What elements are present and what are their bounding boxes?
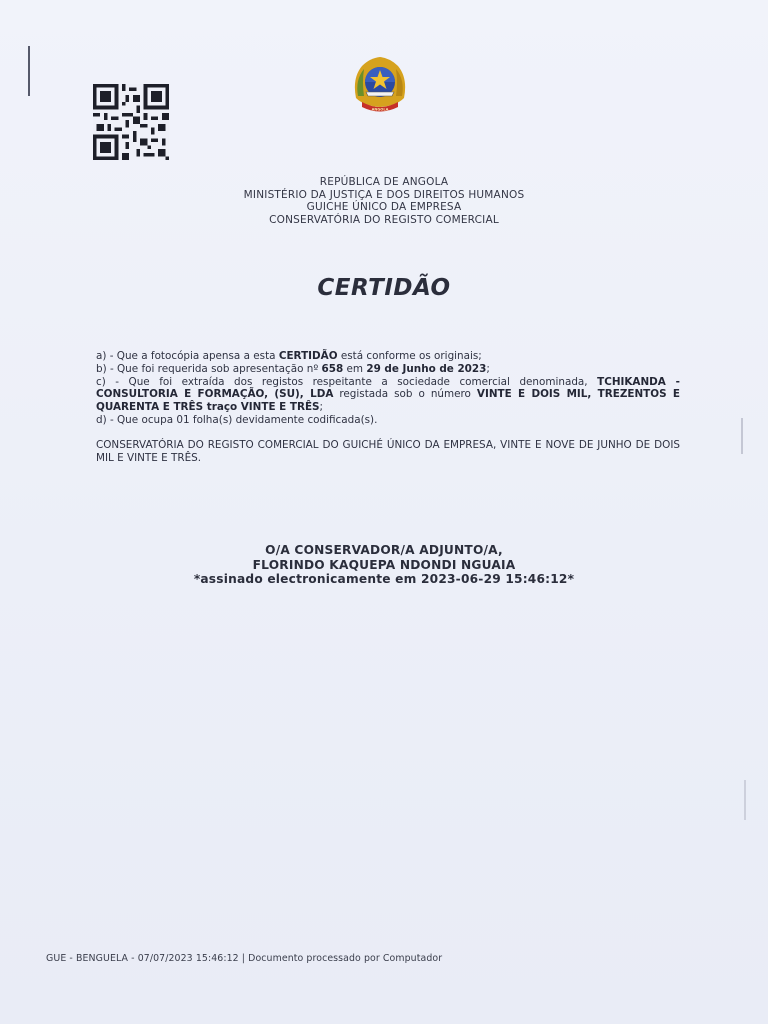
signature-block [0, 543, 768, 587]
punch-mark [28, 46, 30, 96]
header-country: REPÚBLICA DE ANGOLA [319, 176, 449, 188]
header-ministry: MINISTÉRIO DA JUSTIÇA E DOS DIREITOS HUMANOS [243, 188, 525, 201]
item-a: a) - Que a fotocópia apensa a esta CERTIDÃO está conforme os originais; [96, 350, 482, 362]
processing-footer: GUE - BENGUELA - 07/07/2023 15:46:12 | Documento processado por Computador [46, 953, 443, 964]
item-d: d) - Que ocupa 01 folha(s) devidamente codificada(s). [96, 413, 378, 426]
page-title: CERTIDÃO [317, 275, 451, 301]
scan-edge-mark [744, 780, 746, 820]
qr-code [92, 84, 170, 160]
angola-coat-of-arms [348, 52, 412, 124]
signatory-name: FLORINDO KAQUEPA NDONDI NGUAIA [252, 557, 516, 572]
certificate-body [96, 350, 680, 464]
item-c: c) - Que foi extraída dos registos respeitante a sociedade comercial denominada, TCHIKANDA - CONSULTORIA E FORMAÇÃO, (SU), LDA registada sob o número VINTE E DOIS MIL, TREZENTOS E QUARENTA E TRÊS traço VINTE E TRÊS; [96, 375, 680, 414]
header-office: GUICHE ÚNICO DA EMPRESA [306, 201, 462, 213]
svg-text:ANGOLA: ANGOLA [371, 107, 389, 112]
signatory-role: O/A CONSERVADOR/A ADJUNTO/A, [265, 543, 503, 557]
header-registry: CONSERVATÓRIA DO REGISTO COMERCIAL [269, 213, 499, 226]
item-b: b) - Que foi requerida sob apresentação nº 658 em 29 de Junho de 2023; [96, 362, 490, 375]
scan-edge-mark [741, 418, 743, 454]
issuing-authority-header [0, 176, 768, 226]
conclusion-statement: CONSERVATÓRIA DO REGISTO COMERCIAL DO GUICHÉ ÚNICO DA EMPRESA, VINTE E NOVE DE JUNHO DE DOIS MIL E VINTE E TRÊS. [96, 438, 680, 464]
electronic-signature-note: *assinado electronicamente em 2023-06-29 15:46:12* [193, 572, 575, 586]
